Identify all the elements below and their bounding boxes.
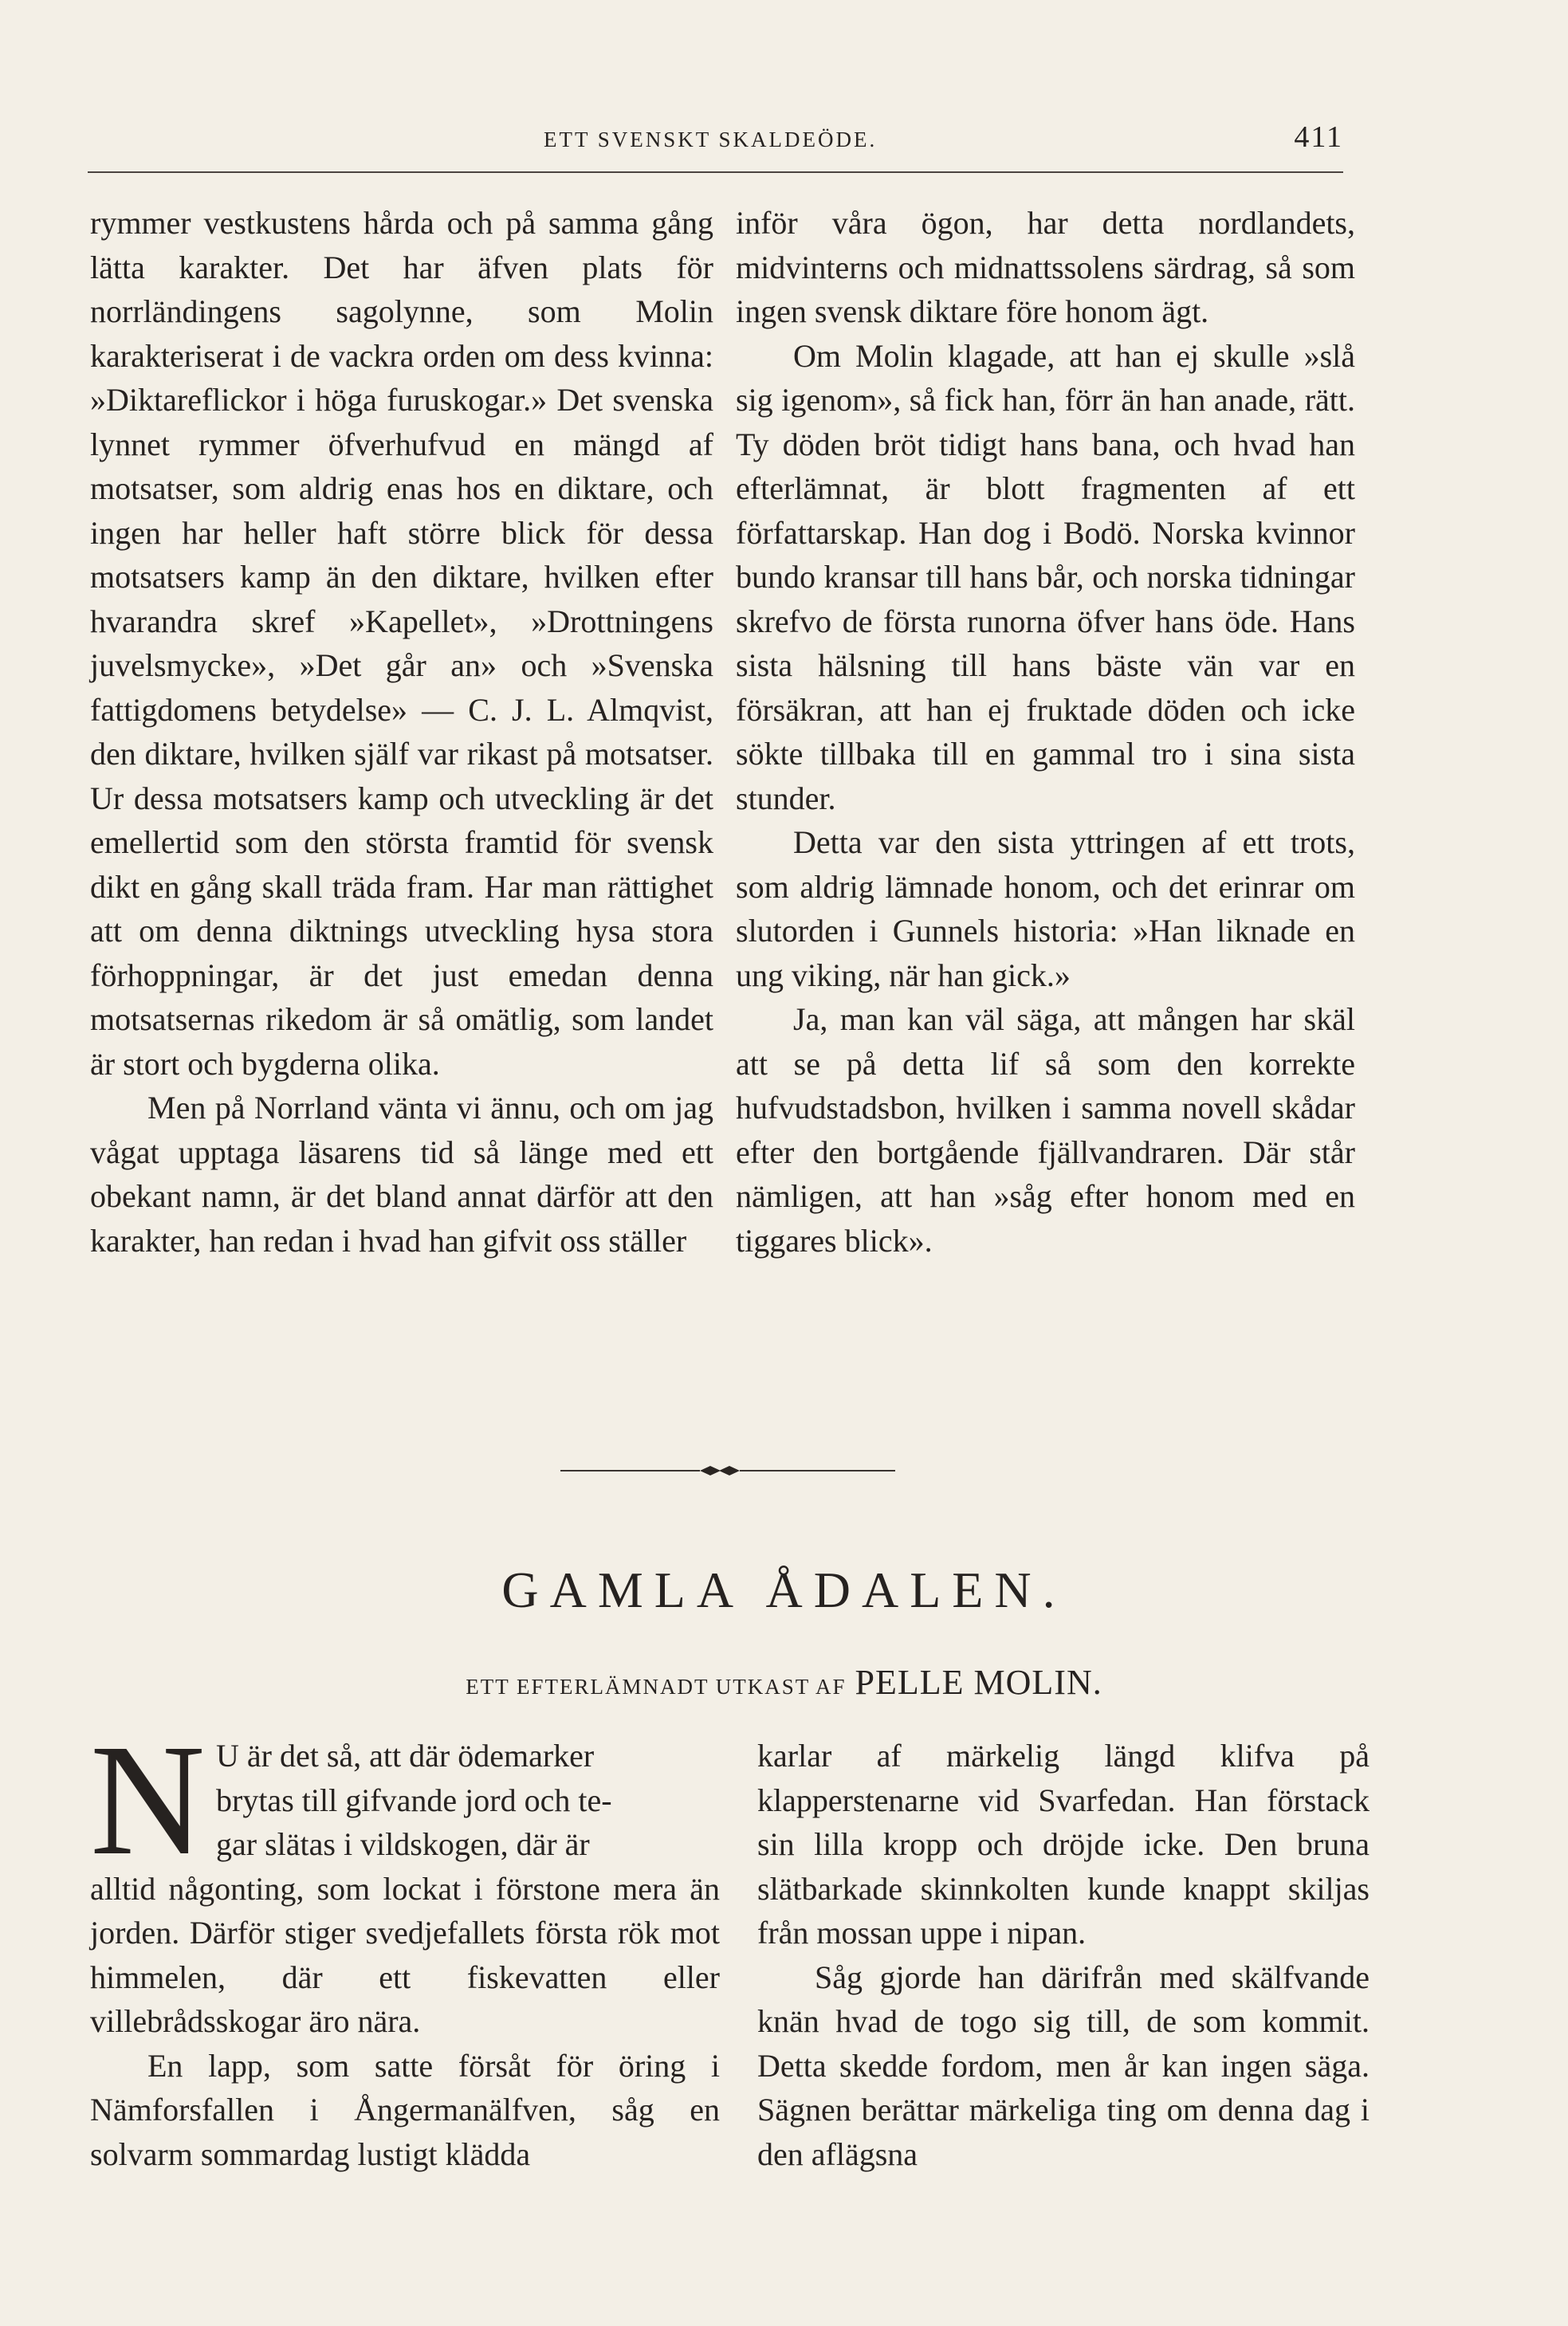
paragraph: inför våra ögon, har detta nordlandets, midvinterns och midnattssolens särdrag, så som ingen svensk diktare före honom ägt.	[736, 205, 1355, 329]
opening-line: brytas till gifvande jord och te-	[216, 1782, 612, 1818]
paragraph: alltid någonting, som lockat i förstone mera än jorden. Därför stiger svedjefallets första rök mot himmelen, där ett fiskevatten eller villebrådsskogar äro nära.	[90, 1870, 720, 2039]
paragraph: karlar af märkelig längd klifva på klapperstenarne vid Svarfedan. Han förstack sin lilla kropp och dröjde icke. Den bruna slätbarkade skinnkolten kunde knappt skiljas från mossan uppe i nipan.	[757, 1738, 1370, 1951]
byline-author: PELLE MOLIN.	[855, 1663, 1102, 1702]
page-number: 411	[1294, 120, 1343, 154]
drop-cap: N	[90, 1712, 206, 1888]
running-title: ETT SVENSKT SKALDEÖDE.	[544, 128, 878, 151]
paragraph: Detta var den sista yttringen af ett trots, som aldrig lämnade honom, och det erinrar om slutorden i Gunnels historia: »Han liknade en ung viking, när han gick.»	[736, 824, 1355, 993]
opening-line: U är det så, att där ödemarker	[216, 1738, 595, 1774]
paragraph: Ja, man kan väl säga, att mången har skäl att se på detta lif så som den korrekte hufvudstadsbon, hvilken i samma novell skådar efter den bortgående fjällvandraren. Där står nämligen, att han »såg efter honom med en tiggares blick».	[736, 1001, 1355, 1259]
paragraph: Såg gjorde han därifrån med skälfvande knän hvad de togo sig till, de som kommit. Detta skedde fordom, men år kan ingen säga. Sägnen berättar märkeliga ting om denna dag i den aflägsna	[757, 1959, 1370, 2172]
byline-prefix: ETT EFTERLÄMNADT UTKAST AF	[466, 1675, 847, 1699]
paragraph: Om Molin klagade, att han ej skulle »slå sig igenom», så fick han, förr än han anade, rätt. Ty döden bröt tidigt hans bana, och hvad han efterlämnat, är blott fragmenten af ett författarskap. Han dog i Bodö. Norska kvinnor bundo kransar till hans bår, och norska tidningar skrefvo de första runorna öfver hans öde. Hans sista hälsning till hans bäste vän var en försäkran, att han ej fruktade döden och icke sökte tillbaka till en gammal tro i sina sista stunder.	[736, 337, 1355, 816]
article-end-right-column	[736, 201, 1355, 1263]
paragraph: rymmer vestkustens hårda och på samma gång lätta karakter. Det har äfven plats för norrländingens sagolynne, som Molin karakteriserat i de vackra orden om dess kvinna: »Diktareflickor i höga furuskogar.» Det svenska lynnet rymmer öfverhufvud en mängd af motsatser, som aldrig enas hos en diktare, och ingen har heller haft större blick för dessa motsatsers kamp än den diktare, hvilken efter hvarandra skref »Kapellet», »Drottningens juvelsmycke», »Det går an» och »Svenska fattigdomens betydelse» — C. J. L. Almqvist, den diktare, hvilken själf var rikast på motsatser. Ur dessa motsatsers kamp och utveckling är det emellertid som den största framtid för svensk dikt en gång skall träda fram. Har man rättighet att om denna diktnings utveckling hysa stora förhoppningar, är det just emedan denna motsatsernas rikedom är så omätlig, som landet är stort och bygderna olika.	[90, 205, 713, 1082]
article-end-left-column	[90, 201, 713, 1263]
article-byline	[0, 1662, 1568, 1703]
drop-cap-block	[90, 1712, 216, 1888]
section-divider-ornament	[560, 1459, 895, 1483]
article-title: GAMLA ÅDALEN.	[501, 1562, 1067, 1618]
paragraph: En lapp, som satte försåt för öring i Nämforsfallen i Ångermanälfven, såg en solvarm sommardag lustigt klädda	[90, 2047, 720, 2172]
paragraph: Men på Norrland vänta vi ännu, och om jag vågat upptaga läsarens tid så länge med ett obekant namn, är det bland annat därför att den karakter, han redan i hvad han gifvit oss ställer	[90, 1090, 713, 1259]
new-article-right-column	[757, 1734, 1370, 2176]
running-head	[88, 120, 1343, 167]
new-article-left-column	[90, 1712, 720, 2176]
opening-line: gar slätas i vildskogen, där är	[216, 1826, 590, 1862]
header-rule	[88, 171, 1343, 173]
